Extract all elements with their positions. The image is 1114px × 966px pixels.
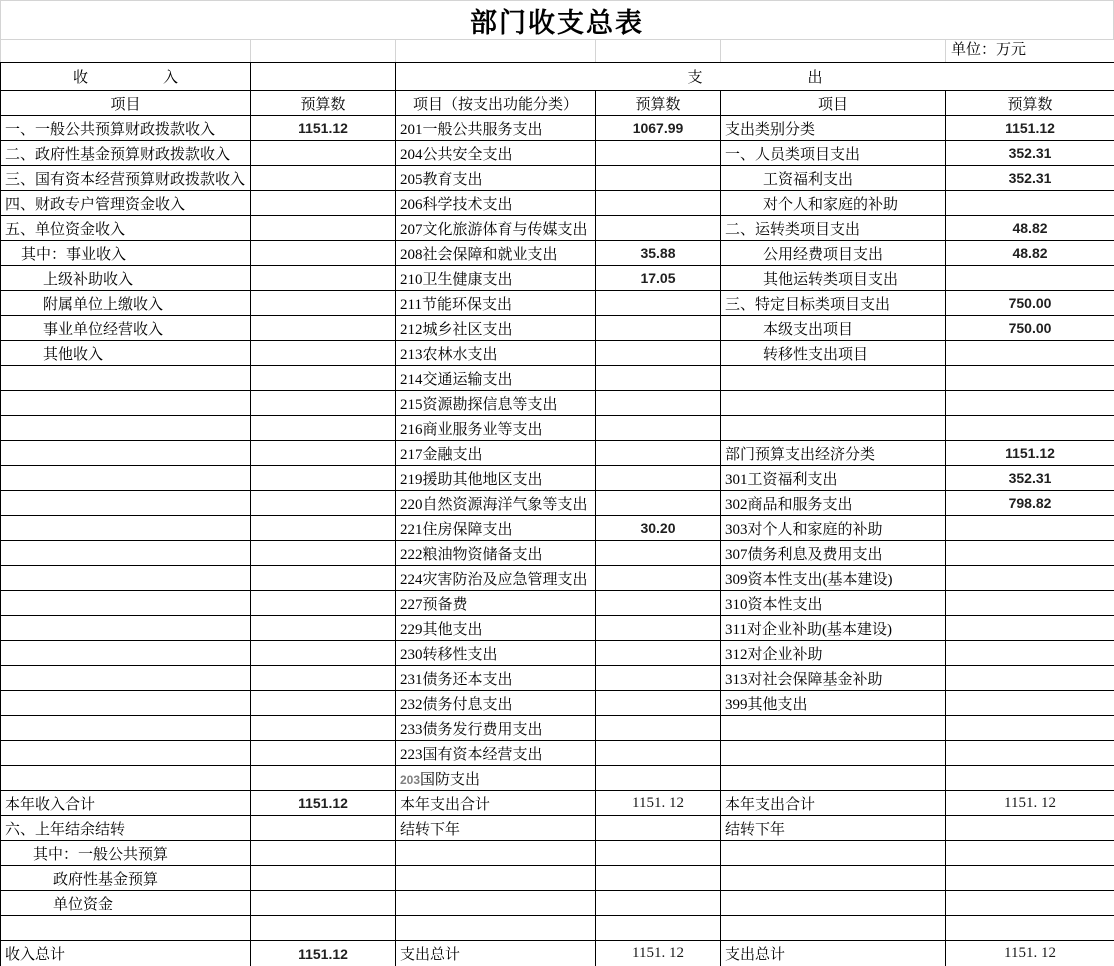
column-header-row (1, 91, 1114, 116)
cell-expense-function-budget (596, 566, 721, 591)
cell-expense-budget (946, 841, 1114, 866)
cell-expense-item: 对个人和家庭的补助 (721, 191, 946, 216)
cell-expense-budget (946, 416, 1114, 441)
cell-expense-budget (946, 716, 1114, 741)
cell-expense-budget: 798.82 (946, 491, 1114, 516)
cell-expense-function-item: 本年支出合计 (396, 791, 596, 816)
cell-income-budget (251, 591, 396, 616)
cell-income-budget: 1151.12 (251, 116, 396, 141)
cell-expense-function-budget (596, 816, 721, 841)
table-row (1, 291, 1114, 316)
cell-income-item: 上级补助收入 (1, 266, 251, 291)
cell-expense-function-item: 214交通运输支出 (396, 366, 596, 391)
cell-income-budget (251, 866, 396, 891)
cell-expense-item (721, 866, 946, 891)
table-row (1, 666, 1114, 691)
cell-expense-function-budget (596, 641, 721, 666)
table-row (1, 366, 1114, 391)
cell-income-item (1, 566, 251, 591)
table-row (1, 466, 1114, 491)
cell-expense-function-item: 227预备费 (396, 591, 596, 616)
cell-income-item (1, 641, 251, 666)
cell-income-budget (251, 716, 396, 741)
cell-expense-item: 转移性支出项目 (721, 341, 946, 366)
cell-expense-budget (946, 616, 1114, 641)
cell-expense-budget (946, 866, 1114, 891)
section-header-row (1, 63, 1114, 91)
cell-expense-budget: 1151. 12 (946, 941, 1114, 966)
table-row (1, 616, 1114, 641)
cell-expense-budget (946, 891, 1114, 916)
cell-expense-budget (946, 266, 1114, 291)
cell-income-item (1, 666, 251, 691)
cell-expense-budget: 352.31 (946, 466, 1114, 491)
income-section-header: 收 入 (1, 63, 251, 91)
table-row (1, 541, 1114, 566)
cell-income-budget (251, 691, 396, 716)
cell-expense-function-budget: 35.88 (596, 241, 721, 266)
cell-income-item (1, 916, 251, 941)
cell-income-item: 二、政府性基金预算财政拨款收入 (1, 141, 251, 166)
cell-expense-budget: 750.00 (946, 316, 1114, 341)
table-row (1, 641, 1114, 666)
cell-income-budget (251, 641, 396, 666)
cell-expense-item: 399其他支出 (721, 691, 946, 716)
cell-expense-item: 312对企业补助 (721, 641, 946, 666)
cell-expense-function-item: 212城乡社区支出 (396, 316, 596, 341)
cell-expense-function-budget (596, 166, 721, 191)
col-header-expense-budget: 预算数 (946, 91, 1114, 116)
cell-expense-budget (946, 366, 1114, 391)
cell-expense-budget: 48.82 (946, 216, 1114, 241)
cell-income-item (1, 691, 251, 716)
col-header-expense-function-item: 项目（按支出功能分类） (396, 91, 596, 116)
cell-income-item: 本年收入合计 (1, 791, 251, 816)
cell-expense-budget: 1151.12 (946, 441, 1114, 466)
cell-income-item (1, 766, 251, 791)
cell-expense-item (721, 416, 946, 441)
cell-expense-function-item (396, 841, 596, 866)
cell-expense-function-item: 231债务还本支出 (396, 666, 596, 691)
cell-income-budget (251, 466, 396, 491)
cell-income-item (1, 491, 251, 516)
cell-expense-budget (946, 341, 1114, 366)
table-row (1, 416, 1114, 441)
cell-income-item (1, 441, 251, 466)
cell-income-budget (251, 316, 396, 341)
cell-expense-function-item: 221住房保障支出 (396, 516, 596, 541)
cell-expense-item: 部门预算支出经济分类 (721, 441, 946, 466)
cell-income-budget (251, 166, 396, 191)
cell-income-budget (251, 191, 396, 216)
table-footer-row (1, 866, 1114, 891)
cell-income-item: 一、一般公共预算财政拨款收入 (1, 116, 251, 141)
cell-expense-function-budget: 1151. 12 (596, 791, 721, 816)
cell-income-budget (251, 291, 396, 316)
cell-expense-budget (946, 591, 1114, 616)
cell-income-item (1, 716, 251, 741)
cell-expense-function-item: 205教育支出 (396, 166, 596, 191)
cell-income-budget (251, 816, 396, 841)
unit-row-spacer (596, 40, 721, 62)
cell-expense-function-budget (596, 216, 721, 241)
cell-income-item: 事业单位经营收入 (1, 316, 251, 341)
cell-expense-item: 一、人员类项目支出 (721, 141, 946, 166)
cell-expense-function-budget (596, 491, 721, 516)
col-header-income-item: 项目 (1, 91, 251, 116)
table-footer-row (1, 841, 1114, 866)
cell-expense-function-item: 211节能环保支出 (396, 291, 596, 316)
col-header-expense-function-budget: 预算数 (596, 91, 721, 116)
cell-expense-budget (946, 741, 1114, 766)
unit-row (0, 40, 1114, 62)
cell-expense-function-item: 217金融支出 (396, 441, 596, 466)
cell-expense-function-budget (596, 616, 721, 641)
cell-income-budget (251, 366, 396, 391)
cell-income-item (1, 366, 251, 391)
cell-expense-budget (946, 666, 1114, 691)
cell-income-item: 其中：事业收入 (1, 241, 251, 266)
cell-expense-function-budget (596, 741, 721, 766)
cell-expense-item: 公用经费项目支出 (721, 241, 946, 266)
cell-expense-function-item: 213农林水支出 (396, 341, 596, 366)
cell-income-item: 其他收入 (1, 341, 251, 366)
cell-income-budget (251, 616, 396, 641)
cell-income-item: 六、上年结余结转 (1, 816, 251, 841)
cell-expense-item: 二、运转类项目支出 (721, 216, 946, 241)
table-footer-row (1, 916, 1114, 941)
table-row (1, 141, 1114, 166)
cell-expense-item (721, 741, 946, 766)
table-row (1, 491, 1114, 516)
unit-note: 单位：万元 (946, 40, 1114, 62)
cell-expense-item (721, 366, 946, 391)
cell-income-item: 三、国有资本经营预算财政拨款收入 (1, 166, 251, 191)
cell-income-item (1, 466, 251, 491)
cell-expense-function-budget (596, 391, 721, 416)
table-row (1, 341, 1114, 366)
cell-expense-function-item: 215资源勘探信息等支出 (396, 391, 596, 416)
cell-expense-function-item: 220自然资源海洋气象等支出 (396, 491, 596, 516)
cell-expense-budget (946, 566, 1114, 591)
unit-row-spacer (1, 40, 251, 62)
cell-income-budget: 1151.12 (251, 941, 396, 966)
expenditure-section-header: 支 出 (396, 63, 1114, 91)
cell-income-budget (251, 266, 396, 291)
cell-expense-function-item (396, 866, 596, 891)
cell-expense-item: 310资本性支出 (721, 591, 946, 616)
cell-expense-function-budget (596, 316, 721, 341)
page-title: 部门收支总表 (0, 0, 1114, 40)
cell-expense-budget (946, 541, 1114, 566)
cell-expense-function-budget (596, 141, 721, 166)
table-footer-row (1, 816, 1114, 841)
cell-income-item (1, 391, 251, 416)
cell-expense-function-item: 201一般公共服务支出 (396, 116, 596, 141)
cell-income-budget: 1151.12 (251, 791, 396, 816)
cell-income-budget (251, 141, 396, 166)
cell-expense-function-budget (596, 441, 721, 466)
cell-expense-function-budget (596, 416, 721, 441)
cell-expense-function-item: 219援助其他地区支出 (396, 466, 596, 491)
cell-expense-function-item: 223国有资本经营支出 (396, 741, 596, 766)
cell-expense-function-item: 229其他支出 (396, 616, 596, 641)
cell-expense-function-budget (596, 666, 721, 691)
cell-expense-budget (946, 391, 1114, 416)
cell-expense-function-budget (596, 341, 721, 366)
table-row (1, 716, 1114, 741)
cell-income-item: 政府性基金预算 (1, 866, 251, 891)
cell-expense-item: 其他运转类项目支出 (721, 266, 946, 291)
cell-expense-function-budget: 1151. 12 (596, 941, 721, 966)
cell-expense-budget (946, 816, 1114, 841)
cell-expense-function-item: 216商业服务业等支出 (396, 416, 596, 441)
table-row (1, 766, 1114, 791)
cell-expense-item: 本级支出项目 (721, 316, 946, 341)
table-row (1, 266, 1114, 291)
table-row (1, 566, 1114, 591)
cell-expense-item (721, 766, 946, 791)
cell-expense-function-budget (596, 541, 721, 566)
cell-income-item: 单位资金 (1, 891, 251, 916)
table-footer-row (1, 941, 1114, 966)
cell-income-budget (251, 891, 396, 916)
table-row (1, 191, 1114, 216)
cell-income-item (1, 591, 251, 616)
cell-expense-budget (946, 516, 1114, 541)
cell-expense-budget: 352.31 (946, 141, 1114, 166)
cell-expense-function-item: 208社会保障和就业支出 (396, 241, 596, 266)
cell-expense-item: 313对社会保障基金补助 (721, 666, 946, 691)
budget-summary-table (0, 62, 1114, 966)
cell-expense-item: 结转下年 (721, 816, 946, 841)
cell-expense-item: 309资本性支出(基本建设) (721, 566, 946, 591)
expense-code: 203 (400, 772, 421, 787)
table-footer-row (1, 791, 1114, 816)
cell-expense-function-budget (596, 366, 721, 391)
cell-expense-function-budget (596, 841, 721, 866)
unit-row-spacer (251, 40, 396, 62)
cell-expense-budget: 750.00 (946, 291, 1114, 316)
cell-expense-function-budget (596, 191, 721, 216)
cell-income-item (1, 616, 251, 641)
table-row (1, 441, 1114, 466)
cell-expense-function-item: 210卫生健康支出 (396, 266, 596, 291)
cell-expense-budget (946, 916, 1114, 941)
cell-income-budget (251, 566, 396, 591)
cell-expense-function-item: 结转下年 (396, 816, 596, 841)
cell-expense-function-budget (596, 766, 721, 791)
cell-income-budget (251, 341, 396, 366)
cell-expense-function-budget: 17.05 (596, 266, 721, 291)
cell-expense-budget: 352.31 (946, 166, 1114, 191)
cell-income-budget (251, 766, 396, 791)
cell-expense-item: 303对个人和家庭的补助 (721, 516, 946, 541)
cell-expense-function-budget (596, 866, 721, 891)
cell-expense-function-item: 支出总计 (396, 941, 596, 966)
cell-expense-item: 三、特定目标类项目支出 (721, 291, 946, 316)
cell-income-budget (251, 841, 396, 866)
cell-expense-item (721, 916, 946, 941)
cell-expense-budget: 48.82 (946, 241, 1114, 266)
cell-expense-item: 301工资福利支出 (721, 466, 946, 491)
cell-expense-function-budget: 1067.99 (596, 116, 721, 141)
cell-expense-budget: 1151. 12 (946, 791, 1114, 816)
cell-income-budget (251, 666, 396, 691)
cell-expense-function-budget (596, 291, 721, 316)
cell-income-budget (251, 741, 396, 766)
cell-income-budget (251, 241, 396, 266)
cell-expense-item: 支出类别分类 (721, 116, 946, 141)
cell-expense-budget (946, 641, 1114, 666)
cell-income-budget (251, 391, 396, 416)
cell-income-budget (251, 216, 396, 241)
section-header-empty-cell (251, 63, 396, 91)
cell-expense-item: 支出总计 (721, 941, 946, 966)
col-header-income-budget: 预算数 (251, 91, 396, 116)
cell-expense-function-item: 232债务付息支出 (396, 691, 596, 716)
cell-income-item: 收入总计 (1, 941, 251, 966)
cell-expense-item: 311对企业补助(基本建设) (721, 616, 946, 641)
table-row (1, 316, 1114, 341)
cell-income-item: 其中：一般公共预算 (1, 841, 251, 866)
col-header-expense-item: 项目 (721, 91, 946, 116)
cell-expense-function-item: 203国防支出 (396, 766, 596, 791)
cell-expense-function-budget (596, 466, 721, 491)
cell-expense-item: 本年支出合计 (721, 791, 946, 816)
table-row (1, 741, 1114, 766)
cell-expense-function-budget (596, 891, 721, 916)
cell-income-item (1, 741, 251, 766)
cell-income-item: 附属单位上缴收入 (1, 291, 251, 316)
cell-expense-function-budget (596, 716, 721, 741)
cell-expense-item (721, 391, 946, 416)
cell-expense-function-budget: 30.20 (596, 516, 721, 541)
cell-income-item (1, 416, 251, 441)
table-row (1, 241, 1114, 266)
cell-income-budget (251, 516, 396, 541)
cell-expense-item (721, 841, 946, 866)
cell-expense-item: 工资福利支出 (721, 166, 946, 191)
table-row (1, 166, 1114, 191)
table-row (1, 591, 1114, 616)
unit-row-spacer (396, 40, 596, 62)
cell-expense-item: 307债务利息及费用支出 (721, 541, 946, 566)
cell-expense-function-item: 230转移性支出 (396, 641, 596, 666)
cell-expense-item (721, 891, 946, 916)
cell-expense-function-item: 206科学技术支出 (396, 191, 596, 216)
cell-expense-function-item: 207文化旅游体育与传媒支出 (396, 216, 596, 241)
cell-expense-budget (946, 191, 1114, 216)
cell-expense-item (721, 716, 946, 741)
cell-expense-item: 302商品和服务支出 (721, 491, 946, 516)
cell-expense-budget: 1151.12 (946, 116, 1114, 141)
unit-row-spacer (721, 40, 946, 62)
cell-expense-function-item (396, 916, 596, 941)
cell-expense-budget (946, 691, 1114, 716)
cell-income-budget (251, 491, 396, 516)
table-row (1, 691, 1114, 716)
table-row (1, 391, 1114, 416)
cell-expense-function-item: 233债务发行费用支出 (396, 716, 596, 741)
cell-expense-function-item (396, 891, 596, 916)
cell-expense-function-item: 204公共安全支出 (396, 141, 596, 166)
cell-income-budget (251, 916, 396, 941)
cell-expense-function-item: 224灾害防治及应急管理支出 (396, 566, 596, 591)
cell-income-item: 四、财政专户管理资金收入 (1, 191, 251, 216)
cell-income-budget (251, 441, 396, 466)
cell-income-item: 五、单位资金收入 (1, 216, 251, 241)
table-footer-row (1, 891, 1114, 916)
table-row (1, 116, 1114, 141)
table-row (1, 216, 1114, 241)
cell-expense-budget (946, 766, 1114, 791)
cell-expense-function-budget (596, 591, 721, 616)
cell-income-budget (251, 416, 396, 441)
cell-expense-function-item: 222粮油物资储备支出 (396, 541, 596, 566)
cell-expense-function-budget (596, 916, 721, 941)
cell-income-item (1, 516, 251, 541)
cell-expense-function-budget (596, 691, 721, 716)
table-row (1, 516, 1114, 541)
cell-income-item (1, 541, 251, 566)
cell-income-budget (251, 541, 396, 566)
